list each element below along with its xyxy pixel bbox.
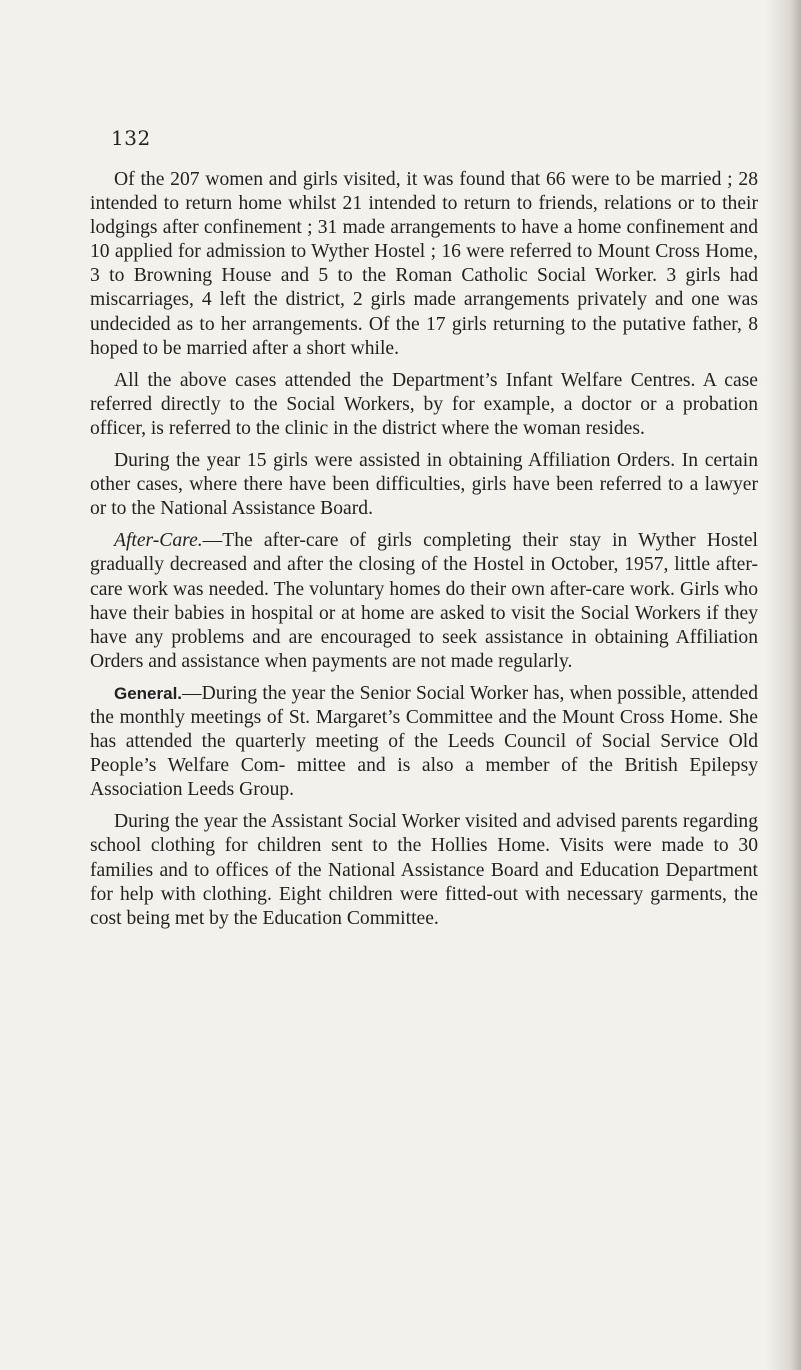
body-text (90, 168, 758, 939)
paragraph-visits-summary (90, 168, 758, 361)
paragraph-text: During the year the Assistant Social Worker visited and advised parents regarding school clothing for children sent to the Hollies Home. Visits were made to 30 families and to offices of the National Assistance Board and Education Department for help with clothing. Eight children were fitted-out with necessary garments, the cost being met by the Education Committee. (90, 811, 758, 929)
paragraph-affiliation-orders (90, 449, 758, 521)
section-lead-general: General. (114, 683, 183, 703)
paragraph-text: All the above cases attended the Department’s Infant Welfare Centres. A case referred directly to the Social Workers, by for example, a doctor or a probation officer, is referred to the clinic in the district where the woman resides. (90, 369, 758, 439)
section-lead-after-care: After-Care. (114, 530, 203, 552)
paragraph-text: —During the year the Senior Social Worker has, when possible, attended the monthly meetings of St. Margaret’s Committee and the Mount Cross Home. She has attended the quarterly meeting of the Leeds Council of Social Service Old People’s Welfare Com- mittee and is also a member of the British Epilepsy Association Leeds Group. (90, 682, 758, 801)
paragraph-text: During the year 15 girls were assisted in obtaining Affiliation Orders. In certain other cases, where there have been difficulties, girls have been referred to a lawyer or to the National Assistance Board. (90, 450, 758, 520)
paragraph-general (90, 682, 758, 802)
paragraph-text: —The after-care of girls completing their stay in Wyther Hostel gradually decreased and after the closing of the Hostel in October, 1957, little after-care work was needed. The voluntary homes do their own after-care work. Girls who have their babies in hospital or at home are asked to visit the Social Workers if they have any problems and are encouraged to seek assistance in obtaining Affiliation Orders and assistance when payments are not made regularly. (90, 530, 758, 672)
paragraph-text: Of the 207 women and girls visited, it was found that 66 were to be married ; 28 intended to return home whilst 21 intended to return to friends, relations or to their lodgings after confinement ; 31 made arrangements to have a home confinement and 10 applied for admission to Wyther Hostel ; 16 were referred to Mount Cross Home, 3 to Browning House and 5 to the Roman Catholic Social Worker. 3 girls had miscarriages, 4 left the district, 2 girls made arrangements privately and one was undecided as to her arrangements. Of the 17 girls returning to the putative father, 8 hoped to be married after a short while. (90, 169, 758, 359)
page-number: 132 (111, 126, 151, 150)
paragraph-assistant-social-worker (90, 810, 758, 930)
page-edge-shadow (765, 0, 801, 1370)
paragraph-after-care (90, 529, 758, 674)
paragraph-welfare-centres (90, 369, 758, 441)
